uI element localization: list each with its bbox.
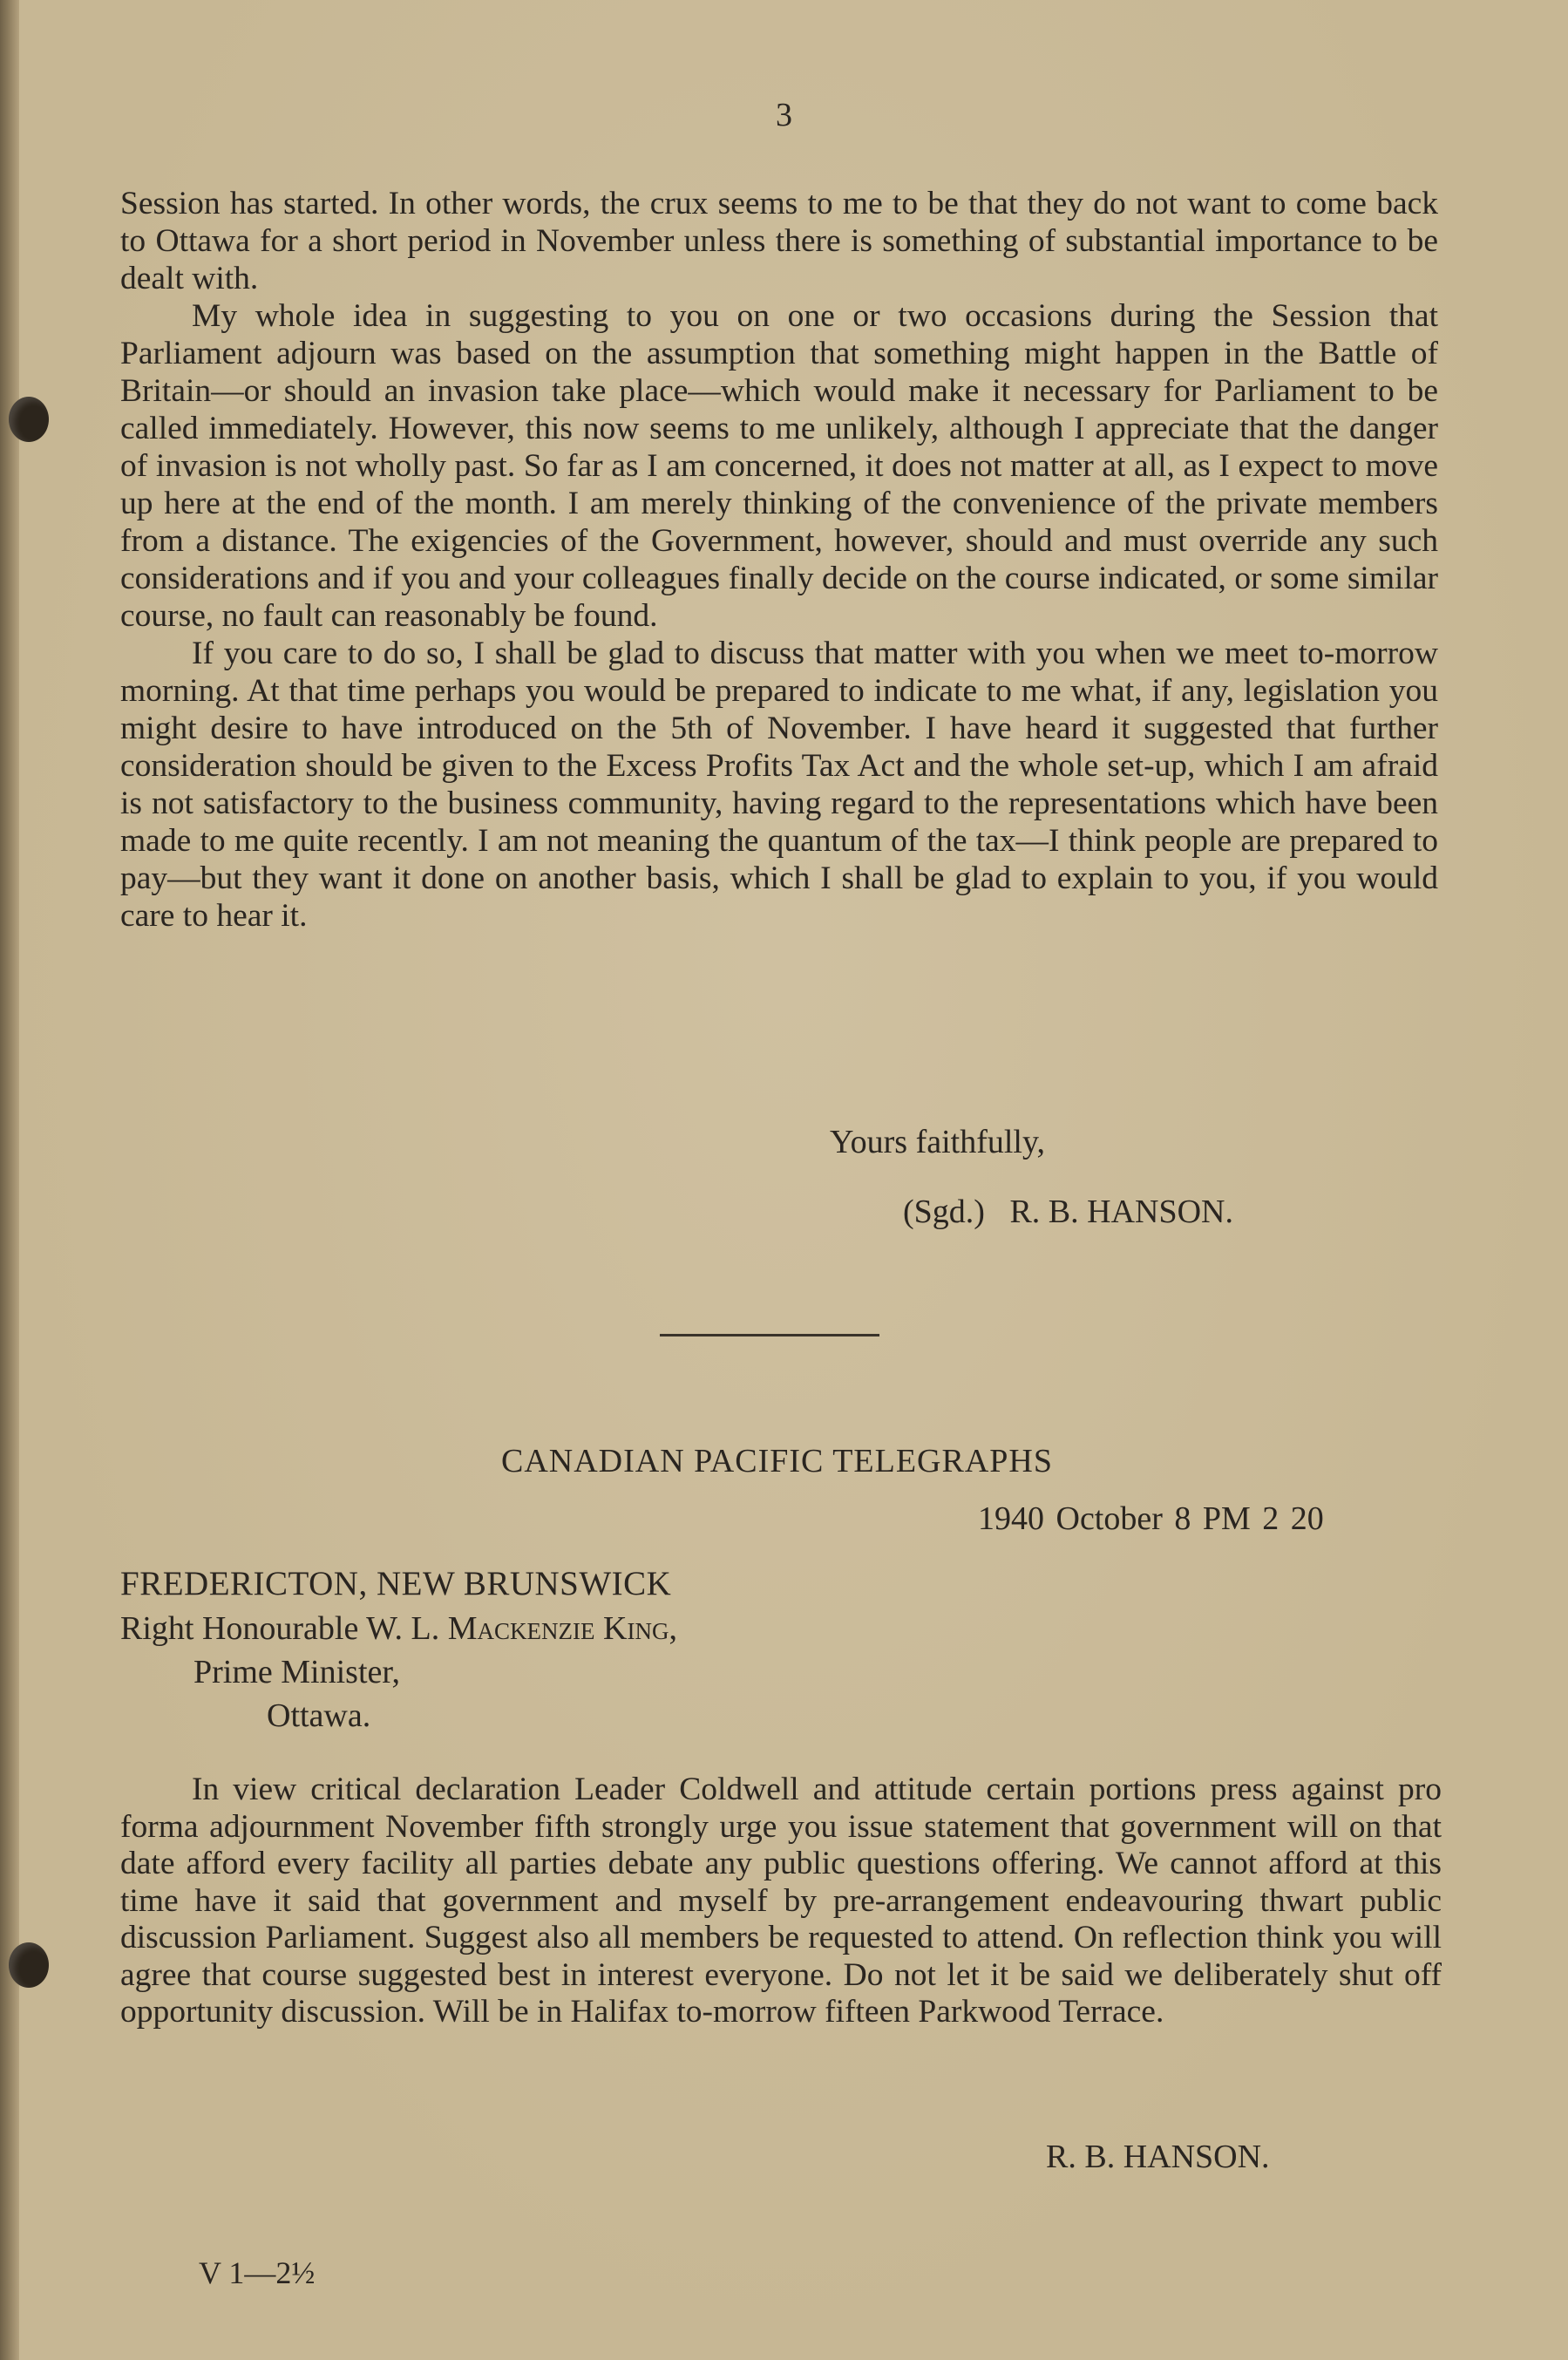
letter-closing: Yours faithfully,: [830, 1124, 1046, 1160]
telegram-date: 1940 October 8 PM 2 20: [978, 1500, 1324, 1537]
page-binding-edge: [0, 0, 19, 2360]
binding-hole-lower: [9, 1942, 49, 1988]
telegram-body: [120, 1772, 1442, 2031]
telegram-signature: R. B. HANSON.: [1046, 2139, 1270, 2175]
telegram-addressee-city: Ottawa.: [267, 1697, 371, 1734]
letter-paragraph-1: Session has started. In other words, the crux seems to me to be that they do not want to come back to Ottawa for a short period in November unless there is something of substantial importance to be dealt with.: [120, 186, 1438, 296]
addressee-name: Mackenzie King: [447, 1610, 669, 1647]
letter-body: [120, 185, 1438, 935]
letter-signature: (Sgd.) R. B. HANSON.: [903, 1194, 1233, 1230]
addressee-prefix: Right Honourable W. L.: [120, 1610, 448, 1647]
telegram-origin: FREDERICTON, NEW BRUNSWICK: [120, 1565, 672, 1602]
telegram-heading: CANADIAN PACIFIC TELEGRAPHS: [501, 1443, 1053, 1479]
letter-paragraph-3: If you care to do so, I shall be glad to discuss that matter with you when we meet to-morrow morning. At that time perhaps you would be prepared to indicate to me what, if any, legislation you might desire to have introduced on the 5th of November. I have heard it suggested that further consideration should be given to the Excess Profits Tax Act and the whole set-up, which I am afraid is not satisfactory to the business community, having regard to the representations which have been made to me quite recently. I am not meaning the quantum of the tax—I think people are prepared to pay—but they want it done on another basis, which I shall be glad to explain to you, if you would care to hear it.: [120, 636, 1438, 934]
telegram-addressee-title: Prime Minister,: [193, 1654, 401, 1690]
footer-print-code: V 1—2½: [199, 2255, 316, 2290]
telegram-paragraph: In view critical declaration Leader Coldwell and attitude certain portions press against pro forma adjournment November fifth strongly urge you issue statement that government will on that date afford every facility all parties debate any public questions offering. We cannot afford at this time have it said that government and myself by pre-arrangement endeavouring thwart public discussion Parliament. Suggest also all members be requested to attend. On reflection think you will agree that course suggested best in interest everyone. Do not let it be said we deliberately shut off opportunity discussion. Will be in Halifax to-morrow fifteen Parkwood Terrace.: [120, 1772, 1442, 2030]
addressee-suffix: ,: [669, 1610, 677, 1647]
binding-hole-upper: [9, 397, 49, 442]
telegram-addressee: [120, 1609, 677, 1648]
letter-paragraph-2: My whole idea in suggesting to you on one or two occasions during the Session that Parliament adjourn was based on the assumption that something might happen in the Battle of Britain—or should an invasion take place—which would make it necessary for Parliament to be called immediately. However, this now seems to me unlikely, although I appreciate that the danger of invasion is not wholly past. So far as I am concerned, it does not matter at all, as I expect to move up here at the end of the month. I am merely thinking of the convenience of the private members from a distance. The exigencies of the Government, however, should and must override any such considerations and if you and your colleagues finally decide on the course indicated, or some similar course, no fault can reasonably be found.: [120, 298, 1438, 634]
section-separator: [660, 1334, 879, 1336]
page-number: 3: [776, 97, 792, 133]
